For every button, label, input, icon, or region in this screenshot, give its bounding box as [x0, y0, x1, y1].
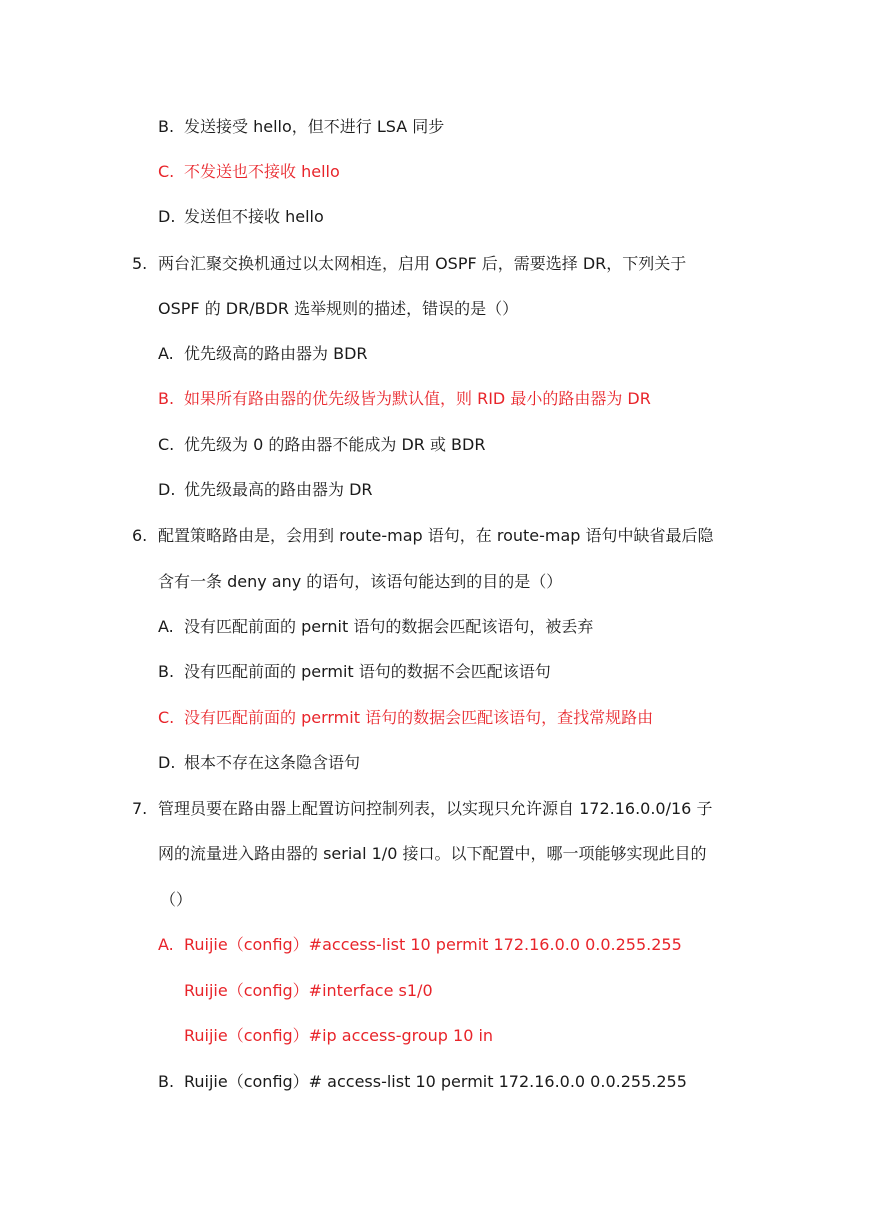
q5-option-a-letter: A.	[158, 344, 174, 363]
q4-option-b-letter: B.	[158, 117, 175, 136]
q7-option-a-line2: Ruijie（config）#interface s1/0	[184, 981, 433, 1000]
q6-option-b-text: 没有匹配前面的 permit 语句的数据不会匹配该语句	[184, 662, 551, 681]
q7-stem-line2: 网的流量进入路由器的 serial 1/0 接口。以下配置中，哪一项能够实现此目的	[158, 844, 707, 863]
q4-option-b-text: 发送接受 hello，但不进行 LSA 同步	[184, 117, 445, 136]
q4-option-d-text: 发送但不接收 hello	[184, 207, 324, 226]
q5-option-b-letter: B.	[158, 389, 175, 408]
q7-option-b-letter: B.	[158, 1072, 175, 1091]
q5-option-b-text: 如果所有路由器的优先级皆为默认值，则 RID 最小的路由器为 DR	[184, 389, 651, 408]
q7-option-b-line1: Ruijie（config）# access-list 10 permit 172.16.0.0 0.0.255.255	[184, 1072, 687, 1091]
q6-stem-line1: 配置策略路由是，会用到 route-map 语句，在 route-map 语句中缺省最后隐	[158, 526, 714, 545]
q7-stem-line1: 管理员要在路由器上配置访问控制列表，以实现只允许源自 172.16.0.0/16 子	[158, 799, 713, 818]
q6-option-d-text: 根本不存在这条隐含语句	[184, 753, 361, 772]
q5-number: 5.	[132, 254, 148, 273]
q5-option-c-text: 优先级为 0 的路由器不能成为 DR 或 BDR	[184, 435, 486, 454]
q4-option-c-letter: C.	[158, 162, 175, 181]
q5-option-c-letter: C.	[158, 435, 175, 454]
q5-stem-line1: 两台汇聚交换机通过以太网相连，启用 OSPF 后，需要选择 DR，下列关于	[158, 254, 687, 273]
q7-stem-line3: （）	[160, 890, 193, 909]
q5-option-d-text: 优先级最高的路由器为 DR	[184, 480, 373, 499]
q6-option-a-letter: A.	[158, 617, 174, 636]
q7-number: 7.	[132, 799, 148, 818]
q6-option-b-letter: B.	[158, 662, 175, 681]
q5-option-a-text: 优先级高的路由器为 BDR	[184, 344, 368, 363]
q4-option-d-letter: D.	[158, 207, 176, 226]
q6-option-a-text: 没有匹配前面的 pernit 语句的数据会匹配该语句，被丢弃	[184, 617, 594, 636]
q6-option-c-text: 没有匹配前面的 perrmit 语句的数据会匹配该语句，查找常规路由	[184, 708, 654, 727]
q6-option-d-letter: D.	[158, 753, 176, 772]
q4-option-c-text: 不发送也不接收 hello	[184, 162, 340, 181]
q6-number: 6.	[132, 526, 148, 545]
q5-option-d-letter: D.	[158, 480, 176, 499]
q7-option-a-line3: Ruijie（config）#ip access-group 10 in	[184, 1026, 494, 1045]
q7-option-a-line1: Ruijie（config）#access-list 10 permit 172.16.0.0 0.0.255.255	[184, 935, 682, 954]
q5-stem-line2: OSPF 的 DR/BDR 选举规则的描述，错误的是（）	[158, 299, 519, 318]
q7-option-a-letter: A.	[158, 935, 174, 954]
q6-option-c-letter: C.	[158, 708, 175, 727]
q6-stem-line2: 含有一条 deny any 的语句，该语句能达到的目的是（）	[158, 572, 563, 591]
